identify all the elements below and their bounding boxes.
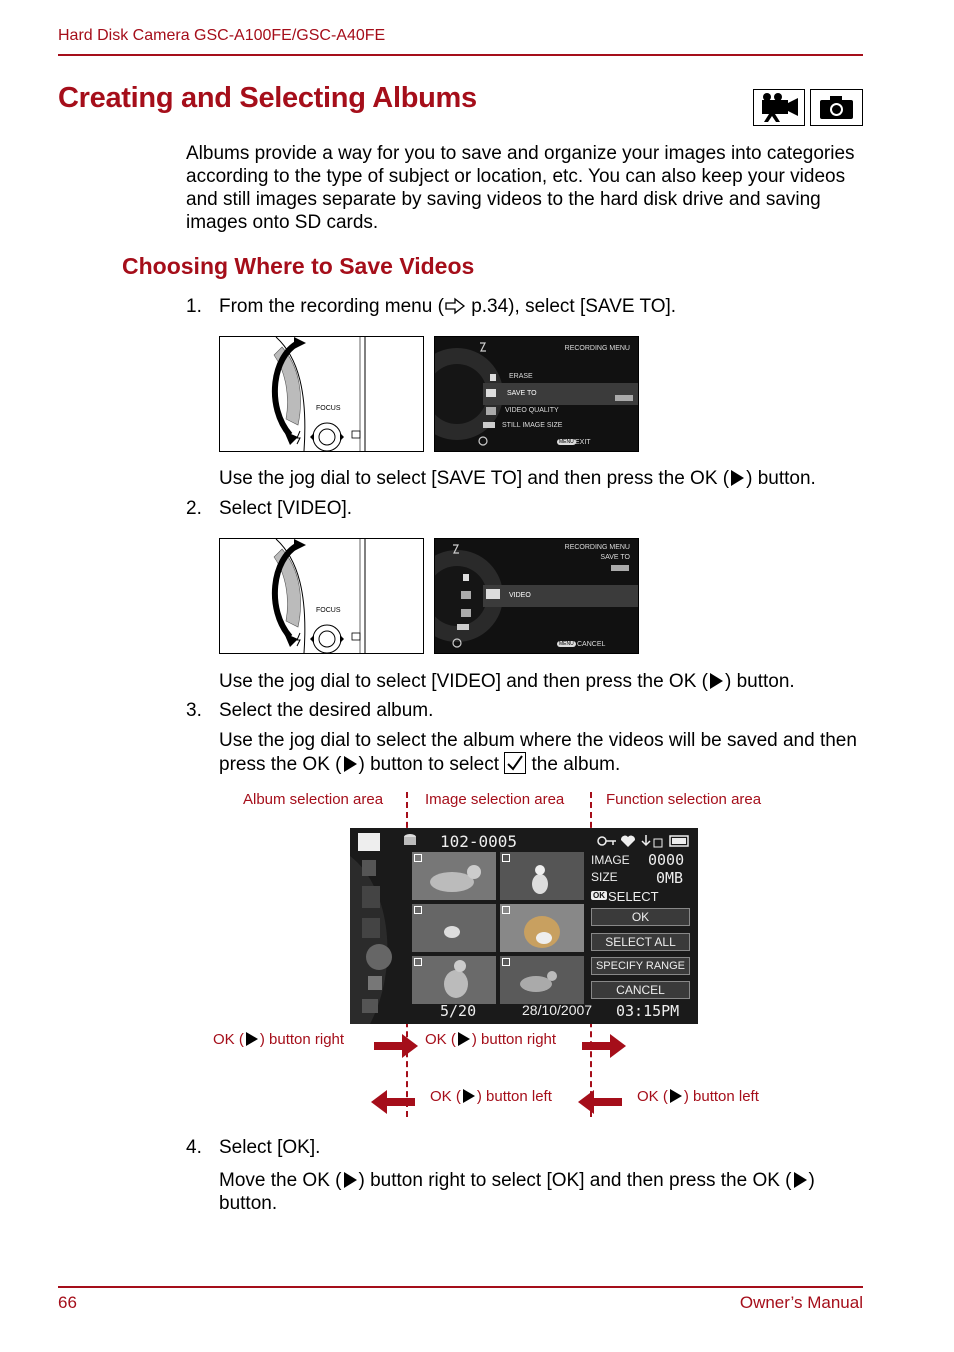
step-2-number: 2. — [186, 498, 202, 519]
page-title: Creating and Selecting Albums — [58, 82, 477, 114]
thumbnail-6-checkbox[interactable] — [502, 958, 510, 966]
step-2-text: Select [VIDEO]. — [219, 498, 353, 519]
play-button-icon — [463, 1089, 475, 1103]
thumbnail-1-checkbox[interactable] — [414, 854, 422, 862]
step-4-note-b: ) button right to select [OK] and then press the OK ( — [358, 1170, 792, 1191]
ok-right-label-1-a: OK ( — [213, 1031, 244, 1048]
screen-time: 03:15PM — [616, 1002, 680, 1020]
ok-left-label-1-b: ) button left — [476, 1088, 552, 1105]
checkbox-icon — [504, 752, 526, 774]
ok-right-label-1-b: ) button right — [259, 1031, 345, 1048]
ok-left-label-1-a: OK ( — [430, 1088, 461, 1105]
ok-left-label-2 — [637, 1088, 759, 1105]
step-4-note-line-1 — [219, 1169, 815, 1192]
screen-date: 28/10/2007 — [522, 1002, 593, 1018]
menu1-title: RECORDING MENU — [564, 345, 630, 352]
function-selection-area-label: Function selection area — [606, 791, 762, 808]
step-3-note-c: the album. — [526, 754, 621, 775]
ok-right-label-1 — [213, 1031, 344, 1048]
still-camera-icon — [810, 89, 863, 126]
step-1-note-b: ) button. — [746, 468, 816, 489]
step-1-text-a: From the recording menu ( — [219, 296, 444, 317]
step-4-number: 4. — [186, 1137, 202, 1158]
menu1-item-still-image-size: STILL IMAGE SIZE — [502, 422, 563, 429]
thumbnail-5-checkbox[interactable] — [414, 958, 422, 966]
ok-right-label-2 — [425, 1031, 556, 1048]
menu1-menu-key: MENU — [559, 439, 574, 445]
image-selection-area-label: Image selection area — [425, 791, 565, 808]
image-value: 0000 — [648, 851, 685, 869]
play-button-icon — [670, 1089, 682, 1103]
step-1-text — [219, 295, 676, 321]
play-button-icon — [344, 1172, 357, 1188]
menu2-menu-key: MENU — [559, 641, 574, 647]
ok-badge: OK — [593, 891, 605, 900]
album-list — [350, 856, 408, 1024]
menu2-item-video: VIDEO — [509, 592, 531, 599]
play-button-icon — [344, 756, 357, 772]
play-button-icon — [794, 1172, 807, 1188]
step-3-number: 3. — [186, 700, 202, 721]
play-button-icon — [710, 673, 723, 689]
screen-specify-range-button[interactable]: SPECIFY RANGE — [591, 957, 690, 975]
play-button-icon — [458, 1032, 470, 1046]
file-number: 102-0005 — [440, 832, 518, 851]
menu2-title: RECORDING MENU — [564, 544, 630, 551]
status-icons — [596, 833, 692, 849]
ok-left-label-2-b: ) button left — [683, 1088, 759, 1105]
page-reference-icon — [444, 297, 466, 321]
step-1-text-b: p.34), select [SAVE TO]. — [465, 296, 677, 317]
screen-cancel-button[interactable]: CANCEL — [591, 981, 690, 999]
recording-menu-screen-1 — [434, 336, 639, 452]
menu1-item-erase: ERASE — [509, 373, 533, 380]
video-camera-icon — [753, 89, 805, 126]
arrow-right-icon — [582, 1034, 626, 1058]
footer-manual-title: Owner’s Manual — [739, 1293, 863, 1312]
thumbnail-4-checkbox[interactable] — [502, 906, 510, 914]
page-number: 66 — [58, 1293, 77, 1312]
album-selection-screen — [350, 828, 698, 1024]
storage-icon — [402, 833, 422, 849]
intro-paragraph: Albums provide a way for you to save and organize your images into categories according to the type of subject or location, etc. You can also keep your videos and still images separate by saving videos to the hard disk drive and saving images onto SD cards. — [186, 143, 855, 233]
step-3-note-a: Use the jog dial to select the album where the videos will be saved and then press the OK ( — [219, 730, 857, 775]
step-4-note-a: Move the OK ( — [219, 1170, 342, 1191]
album-icon-video — [358, 833, 380, 851]
focus-label: FOCUS — [316, 405, 341, 412]
menu1-item-video-quality: VIDEO QUALITY — [505, 407, 559, 414]
step-3-note — [219, 729, 879, 776]
step-4-note-c: ) — [808, 1170, 815, 1191]
image-label: IMAGE — [591, 853, 630, 867]
thumbnail-dogs — [412, 852, 584, 1004]
camera-jog-dial-figure-1 — [219, 336, 424, 452]
screen-ok-button[interactable]: OK — [591, 908, 690, 926]
image-counter: 5/20 — [440, 1002, 477, 1020]
ok-right-label-2-a: OK ( — [425, 1031, 456, 1048]
size-label: SIZE — [591, 870, 618, 884]
recording-menu-screen-2 — [434, 538, 639, 654]
screen-select-all-button[interactable]: SELECT ALL — [591, 933, 690, 951]
section-title: Choosing Where to Save Videos — [122, 253, 475, 279]
footer-rule — [58, 1286, 863, 1288]
menu1-exit: EXIT — [575, 439, 591, 446]
running-header: Hard Disk Camera GSC-A100FE/GSC-A40FE — [58, 27, 386, 44]
step-1-note-a: Use the jog dial to select [SAVE TO] and then press the OK ( — [219, 468, 730, 489]
thumbnail-2-checkbox[interactable] — [502, 854, 510, 862]
focus-label-2: FOCUS — [316, 607, 341, 614]
step-4-text: Select [OK]. — [219, 1137, 321, 1158]
ok-right-label-2-b: ) button right — [471, 1031, 557, 1048]
header-rule — [58, 54, 863, 56]
album-selection-area-label: Album selection area — [243, 791, 384, 808]
play-button-icon — [731, 470, 744, 486]
menu2-subtitle: SAVE TO — [600, 554, 630, 561]
step-2-note — [219, 670, 795, 693]
step-2-note-b: ) button. — [724, 671, 795, 692]
size-value: 0MB — [656, 869, 684, 887]
menu2-cancel: CANCEL — [577, 641, 606, 648]
step-1-number: 1. — [186, 296, 202, 317]
arrow-right-icon — [374, 1034, 418, 1058]
select-label: SELECT — [608, 889, 659, 904]
step-2-note-a: Use the jog dial to select [VIDEO] and then press the OK ( — [219, 671, 708, 692]
step-3-note-b: ) button to select — [358, 754, 505, 775]
menu1-item-save-to: SAVE TO — [507, 390, 537, 397]
camera-jog-dial-figure-2 — [219, 538, 424, 654]
step-4-note-line-2: button. — [219, 1193, 278, 1214]
ok-left-label-2-a: OK ( — [637, 1088, 668, 1105]
arrow-left-icon — [578, 1090, 622, 1114]
play-button-icon — [246, 1032, 258, 1046]
thumbnail-3-checkbox[interactable] — [414, 906, 422, 914]
step-3-text: Select the desired album. — [219, 700, 434, 721]
ok-left-label-1 — [430, 1088, 552, 1105]
arrow-left-icon — [371, 1090, 415, 1114]
step-1-note — [219, 467, 816, 490]
